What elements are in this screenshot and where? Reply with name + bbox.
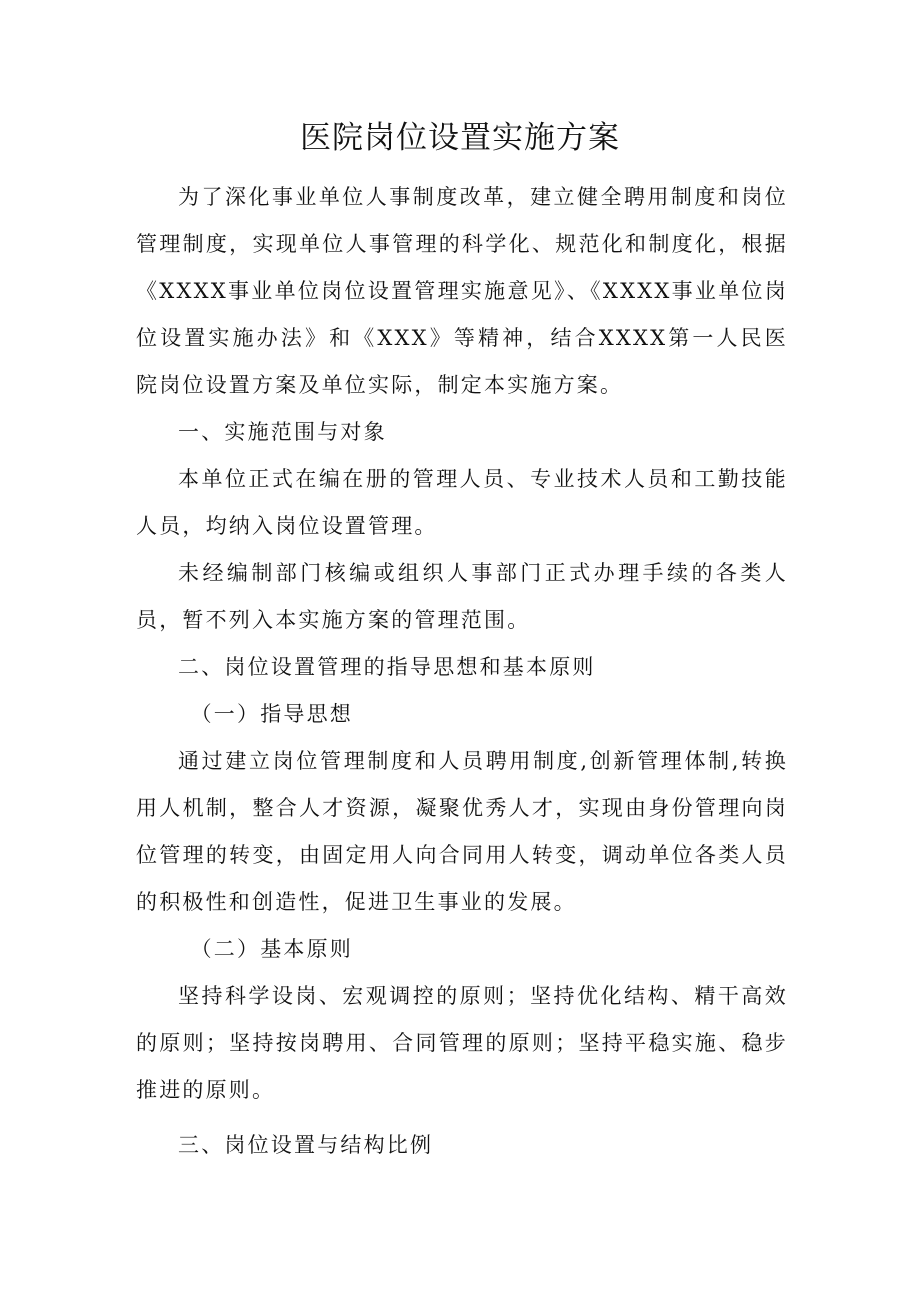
paragraph-spacer — [136, 1114, 788, 1122]
document-title: 医院岗位设置实施方案 — [300, 120, 620, 156]
document-body — [136, 174, 788, 1169]
section-2-heading: 二、岗位设置管理的指导思想和基本原则 — [178, 655, 596, 679]
section-2-sub-1-heading: （一）指导思想 — [190, 702, 353, 726]
section-2-sub-2-heading: （二）基本原则 — [190, 937, 353, 961]
section-1-paragraph-2: 未经编制部门核编或组织人事部门正式办理手续的各类人员，暂不列入本实施方案的管理范围。 — [136, 561, 788, 632]
intro-paragraph: 为了深化事业单位人事制度改革，建立健全聘用制度和岗位管理制度，实现单位人事管理的科学化、规范化和制度化，根据《XXXX事业单位岗位设置管理实施意见》、《XXXX事业单位岗位设置实施办法》和《XXX》等精神，结合XXXX第一人民医院岗位设置方案及单位实际，制定本实施方案。 — [136, 185, 788, 397]
section-1-heading: 一、实施范围与对象 — [178, 420, 387, 444]
section-2-sub-2-paragraph: 坚持科学设岗、宏观调控的原则；坚持优化结构、精干高效的原则；坚持按岗聘用、合同管理的原则；坚持平稳实施、稳步推进的原则。 — [136, 984, 788, 1102]
section-3-heading: 三、岗位设置与结构比例 — [178, 1133, 434, 1157]
section-1-paragraph-1: 本单位正式在编在册的管理人员、专业技术人员和工勤技能人员，均纳入岗位设置管理。 — [136, 467, 788, 538]
section-2-sub-1-paragraph: 通过建立岗位管理制度和人员聘用制度,创新管理体制,转换用人机制，整合人才资源，凝聚优秀人才，实现由身份管理向岗位管理的转变，由固定用人向合同用人转变，调动单位各类人员的积极性和创造性，促进卫生事业的发展。 — [136, 749, 788, 914]
